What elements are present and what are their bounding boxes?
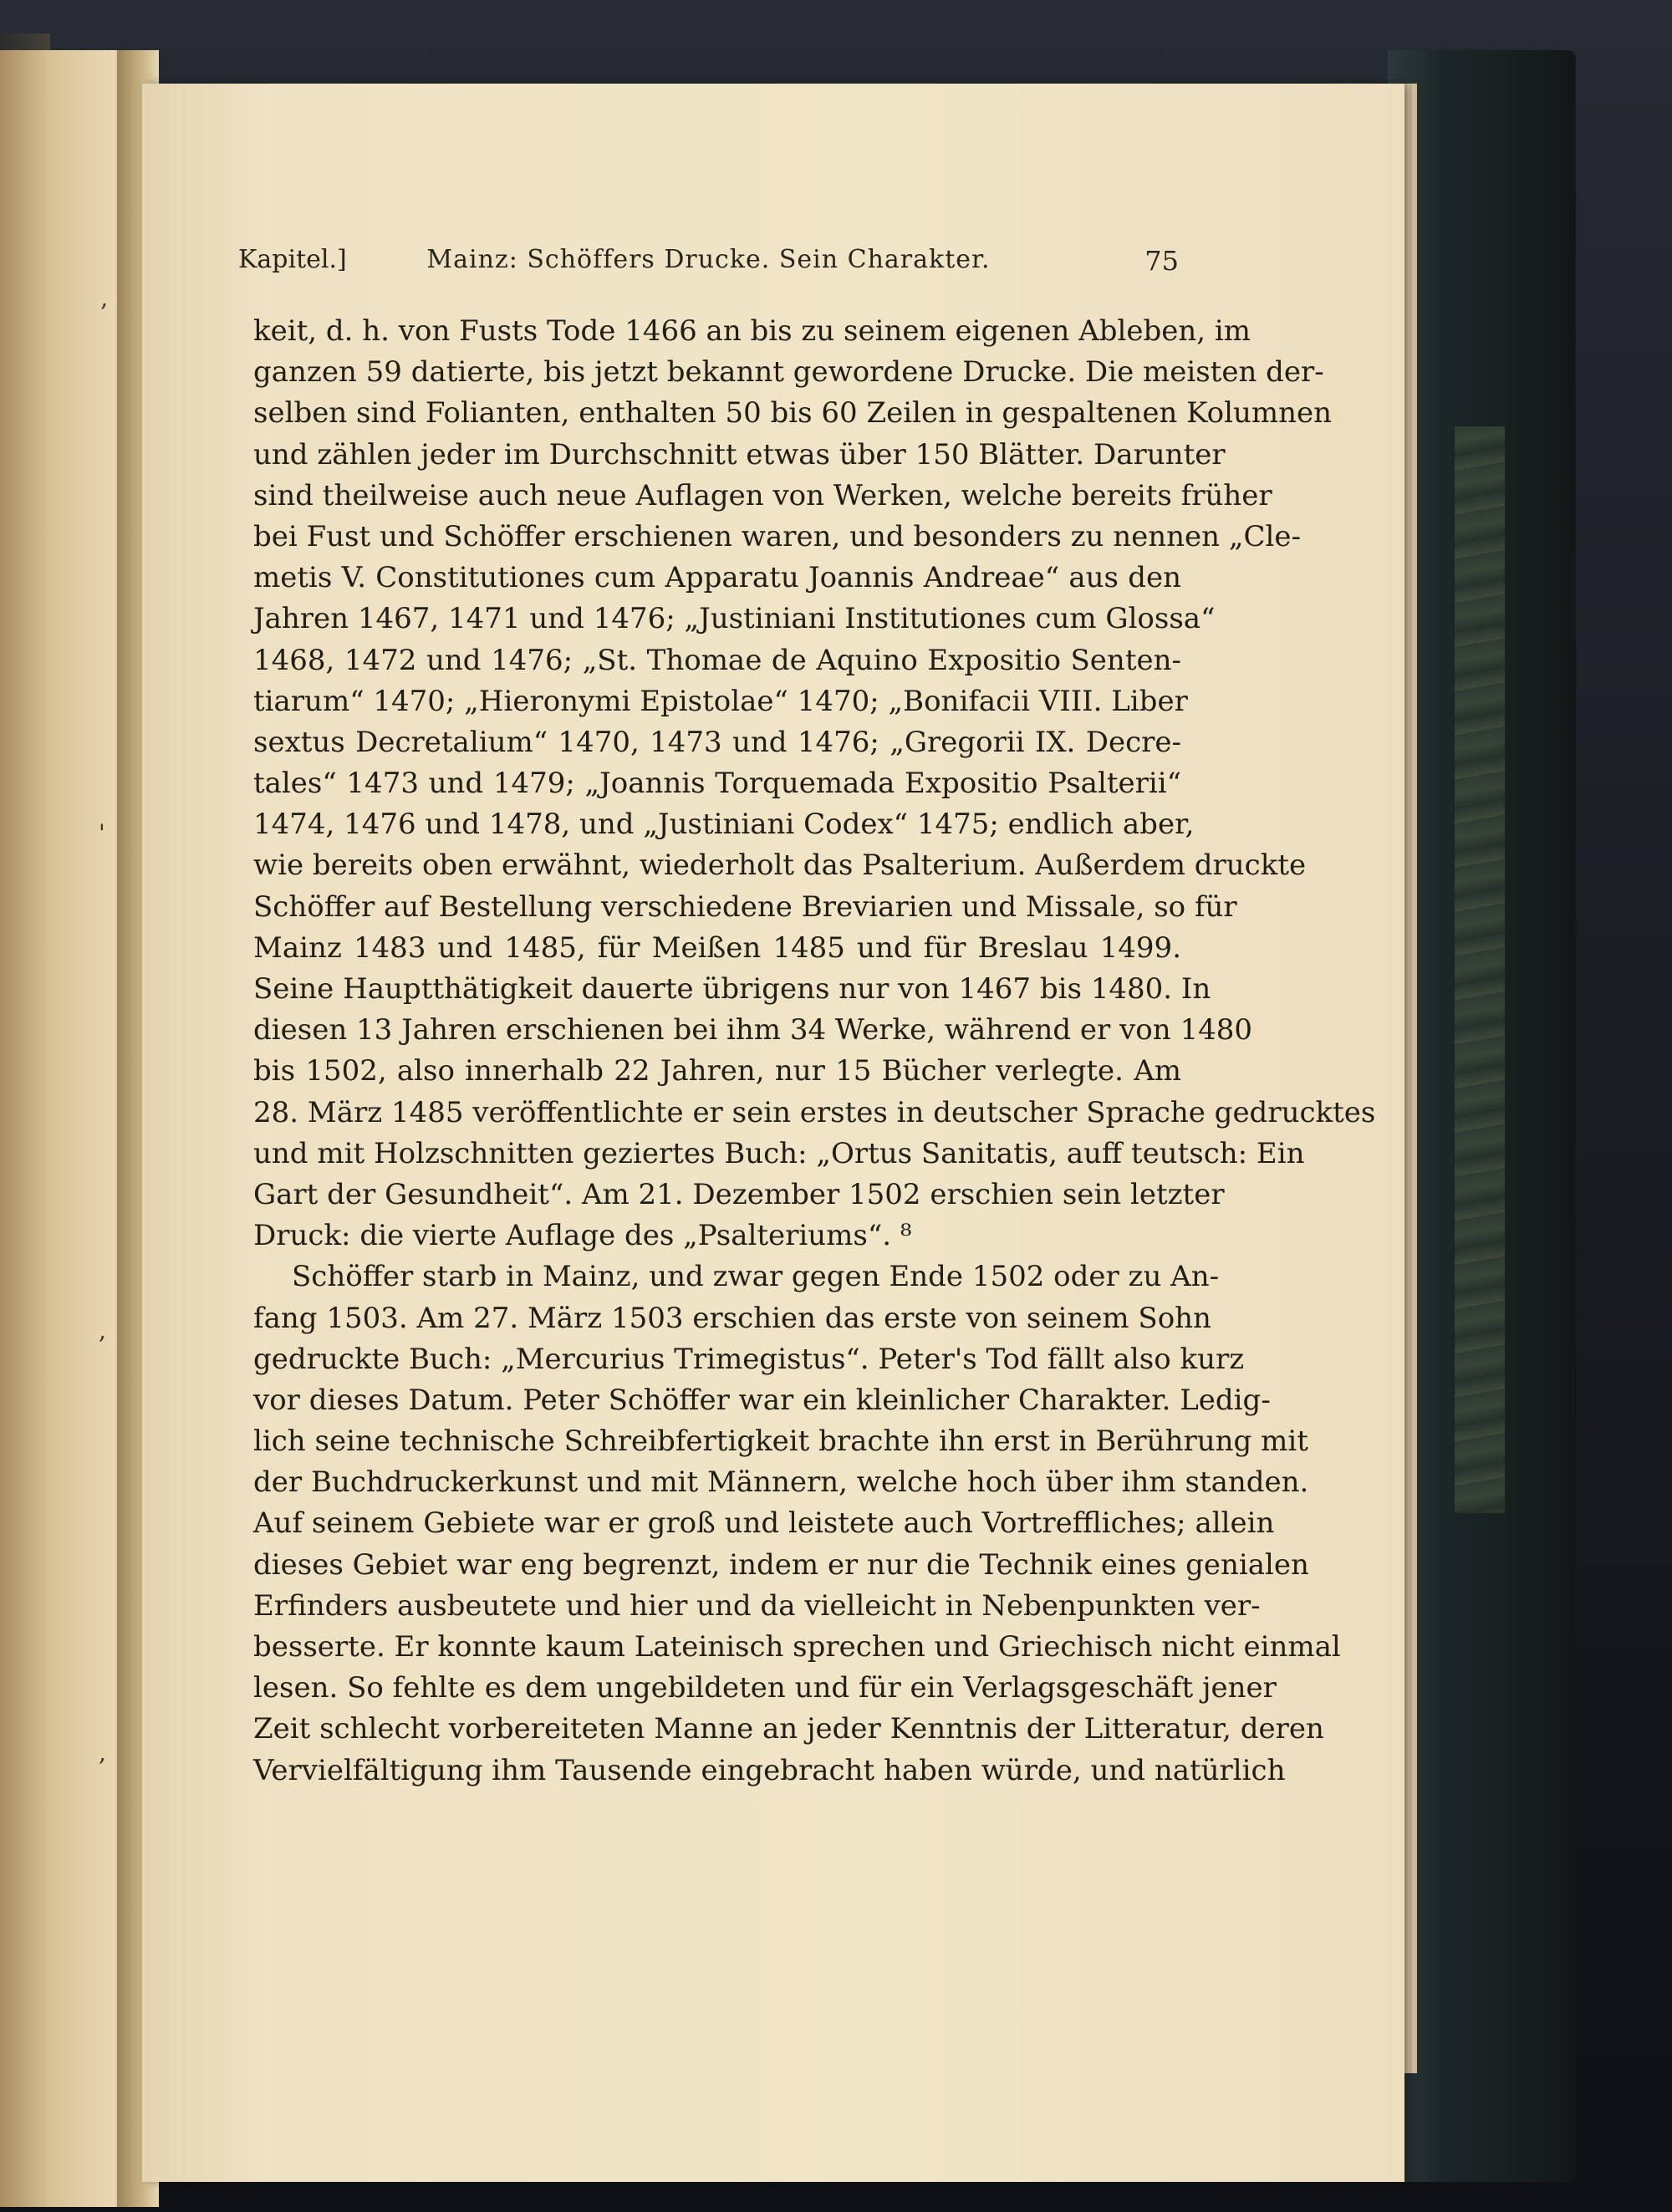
text-line: 28. März 1485 veröffentlichte er sein erstes in deutscher Sprache gedrucktes [253,1095,1376,1129]
text-line: 1474, 1476 und 1478, und „Justiniani Codex“ 1475; endlich aber, [253,808,1195,842]
body-text [253,311,1376,1792]
text-line: Schöffer starb in Mainz, und zwar gegen Ende 1502 oder zu An- [292,1260,1220,1294]
text-line: Zeit schlecht vorbereiteten Manne an jeder Kenntnis der Litteratur, deren [253,1712,1324,1746]
running-head [238,245,1179,282]
text-line: der Buchdruckerkunst und mit Männern, welche hoch über ihm standen. [253,1465,1309,1500]
text-line: Auf seinem Gebiete war er groß und leistete auch Vortreffliches; allein [253,1506,1275,1541]
text-line: wie bereits oben erwähnt, wiederholt das Psalterium. Außerdem druckte [253,849,1307,883]
text-line: und zählen jeder im Durchschnitt etwas über 150 Blätter. Darunter [253,437,1226,471]
margin-mark: ‚ [100,284,108,312]
text-line: bis 1502, also innerhalb 22 Jahren, nur 15 Bücher verlegte. Am [253,1054,1181,1088]
text-line: Druck: die vierte Auflage des „Psalteriums“. ⁸ [253,1219,912,1253]
text-line: gedruckte Buch: „Mercurius Trimegistus“. Peter's Tod fällt also kurz [253,1342,1245,1376]
text-line: fang 1503. Am 27. März 1503 erschien das erste von seinem Sohn [253,1301,1211,1335]
text-line: dieses Gebiet war eng begrenzt, indem er nur die Technik eines genialen [253,1547,1309,1582]
text-line: Jahren 1467, 1471 und 1476; „Justiniani Institutiones cum Glossa“ [253,602,1216,636]
text-line: 1468, 1472 und 1476; „St. Thomae de Aquino Expositio Senten- [253,643,1181,677]
text-line: keit, d. h. von Fusts Tode 1466 an bis zu seinem eigenen Ableben, im [253,314,1251,348]
left-page [0,50,134,2207]
text-line: lich seine technische Schreibfertigkeit brachte ihn erst in Berührung mit [253,1425,1308,1459]
text-line: tiarum“ 1470; „Hieronymi Epistolae“ 1470; „Bonifacii VIII. Liber [253,684,1188,718]
running-head-chapter: Kapitel.] [238,245,347,274]
running-head-title: Mainz: Schöffers Drucke. Sein Charakter. [426,245,991,274]
margin-mark: ' [99,819,105,847]
text-line: sextus Decretalium“ 1470, 1473 und 1476; „Gregorii IX. Decre- [253,725,1181,759]
text-line: und mit Holzschnitten geziertes Buch: „Ortus Sanitatis, auff teutsch: Ein [253,1136,1305,1170]
text-line: bei Fust und Schöffer erschienen waren, und besonders zu nennen „Cle- [253,519,1301,553]
text-line: tales“ 1473 und 1479; „Joannis Torquemada Expositio Psalterii“ [253,767,1181,801]
text-line: Gart der Gesundheit“. Am 21. Dezember 1502 erschien sein letzter [253,1177,1225,1211]
text-line: besserte. Er konnte kaum Lateinisch sprechen und Griechisch nicht einmal [253,1630,1341,1664]
text-line: metis V. Constitutiones cum Apparatu Joannis Andreae“ aus den [253,561,1181,595]
margin-mark: , [99,1739,106,1766]
text-line: Erfinders ausbeutete und hier und da vielleicht in Nebenpunkten ver- [253,1588,1261,1623]
text-line: selben sind Folianten, enthalten 50 bis 60 Zeilen in gespaltenen Kolumnen [253,396,1333,431]
text-line: Schöffer auf Bestellung verschiedene Breviarien und Missale, so für [253,889,1237,924]
text-line: ganzen 59 datierte, bis jetzt bekannt gewordene Drucke. Die meisten der- [253,355,1324,390]
text-line: Seine Hauptthätigkeit dauerte übrigens nur von 1467 bis 1480. In [253,972,1211,1006]
marbled-edge [1455,426,1505,1513]
margin-mark: , [99,1317,106,1344]
text-line: sind theilweise auch neue Auflagen von Werken, welche bereits früher [253,478,1272,512]
text-line: Mainz 1483 und 1485, für Meißen 1485 und für Breslau 1499. [253,930,1181,965]
text-line: Vervielfältigung ihm Tausende eingebracht haben würde, und natürlich [253,1753,1286,1787]
text-line: vor dieses Datum. Peter Schöffer war ein kleinlicher Charakter. Ledig- [253,1383,1271,1417]
page-number: 75 [1144,245,1179,277]
text-line: lesen. So fehlte es dem ungebildeten und für ein Verlagsgeschäft jener [253,1671,1277,1705]
text-line: diesen 13 Jahren erschienen bei ihm 34 Werke, während er von 1480 [253,1013,1253,1047]
